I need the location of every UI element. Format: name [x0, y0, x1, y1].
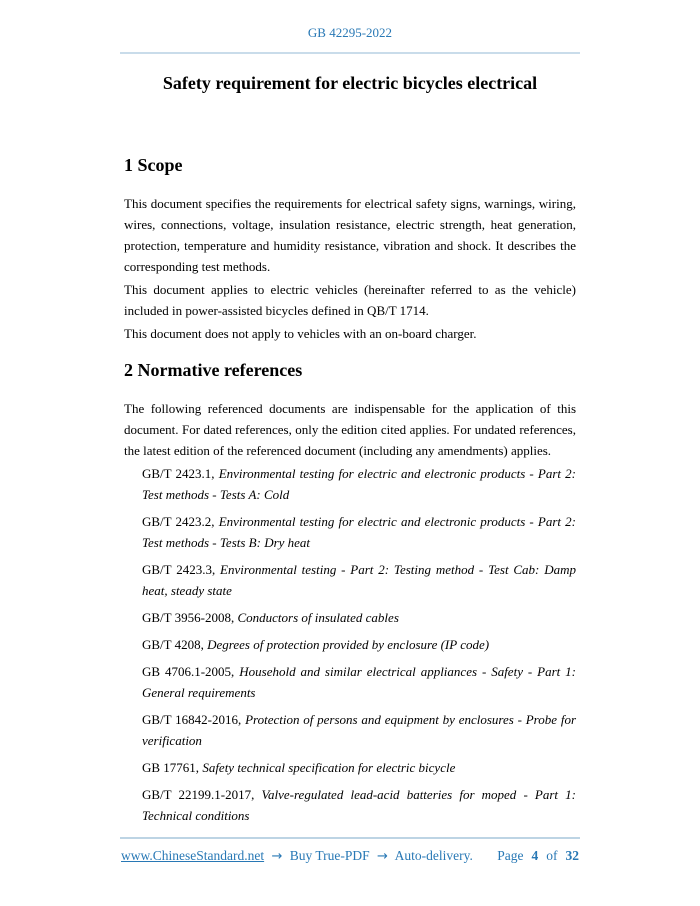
paragraph-scope-3: This document does not apply to vehicles with an on-board charger. — [124, 326, 477, 341]
reference-item — [142, 709, 576, 751]
page-footer — [121, 847, 579, 866]
page-current: 4 — [531, 848, 539, 863]
reference-item — [142, 757, 576, 778]
paragraph-scope-1: This document specifies the requirements for electrical safety signs, warnings, wiring, wires, connections, voltage, insulation resistance, electric strength, heat generation, protection, temperature and humidity resistance, vibration and shock. It describes the corresponding test methods. — [124, 196, 576, 274]
reference-title: Environmental testing for electric and electronic products - Part 2: Test methods - Tests B: Dry heat — [142, 514, 577, 550]
right-arrow-icon: → — [271, 849, 283, 864]
reference-title: Safety technical specification for electric bicycle — [202, 760, 456, 775]
reference-code: GB/T 22199.1-2017, — [142, 787, 255, 802]
footer-buy-text: Buy True-PDF — [289, 848, 370, 863]
paragraph-scope-2: This document applies to electric vehicles (hereinafter referred to as the vehicle) included in power-assisted bicycles defined in QB/T 1714. — [124, 282, 576, 318]
reference-list — [142, 463, 576, 826]
section-heading-scope: 1 Scope — [124, 155, 183, 175]
page-word: Page — [497, 848, 524, 863]
header-rule — [120, 52, 580, 54]
reference-code: GB/T 3956-2008, — [142, 610, 235, 625]
footer-rule — [120, 837, 580, 839]
footer-left — [121, 847, 473, 866]
reference-title: Protection of persons and equipment by enclosures - Probe for verification — [142, 712, 576, 748]
reference-item — [142, 634, 576, 655]
of-word: of — [546, 848, 558, 863]
reference-title: Valve-regulated lead-acid batteries for moped - Part 1: Technical conditions — [142, 787, 576, 823]
reference-code: GB/T 2423.2, — [142, 514, 215, 529]
reference-item — [142, 607, 576, 628]
reference-item — [142, 511, 576, 553]
reference-title: Environmental testing - Part 2: Testing method - Test Cab: Damp heat, steady state — [142, 562, 576, 598]
reference-code: GB/T 4208, — [142, 637, 204, 652]
reference-item — [142, 463, 576, 505]
reference-code: GB 4706.1-2005, — [142, 664, 235, 679]
document-title: Safety requirement for electric bicycles electrical — [162, 73, 538, 93]
reference-item — [142, 559, 576, 601]
right-arrow-icon: → — [377, 849, 388, 864]
page-indicator — [497, 847, 579, 865]
reference-code: GB 17761, — [142, 760, 200, 775]
reference-title: Conductors of insulated cables — [237, 610, 399, 625]
reference-code: GB/T 2423.1, — [142, 466, 215, 481]
footer-delivery-text: Auto-delivery. — [394, 848, 473, 863]
reference-code: GB/T 2423.3, — [142, 562, 216, 577]
reference-code: GB/T 16842-2016, — [142, 712, 242, 727]
section-heading-normative-references: 2 Normative references — [124, 360, 303, 380]
header-doc-number: GB 42295-2022 — [307, 25, 393, 40]
reference-item — [142, 784, 576, 826]
site-link[interactable]: www.ChineseStandard.net — [121, 848, 265, 863]
reference-title: Household and similar electrical appliances - Safety - Part 1: General requirements — [142, 664, 577, 700]
reference-title: Environmental testing for electric and electronic products - Part 2: Test methods - Tests A: Cold — [142, 466, 577, 502]
reference-item — [142, 661, 576, 703]
page-total: 32 — [565, 848, 579, 863]
paragraph-normative-intro: The following referenced documents are indispensable for the application of this document. For dated references, only the edition cited applies. For undated references, the latest edition of the referenced document (including any amendments) applies. — [124, 401, 576, 458]
page-content — [124, 71, 576, 826]
reference-title: Degrees of protection provided by enclosure (IP code) — [207, 637, 490, 652]
